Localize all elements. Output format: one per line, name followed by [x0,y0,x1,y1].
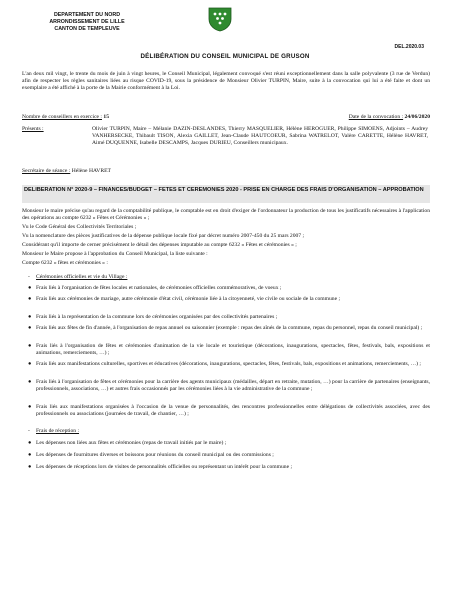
list-item: Frais liés aux cérémonies de mariage, autre cérémonie d'état civil, cérémonie liée à la citoyenneté, vie civile ou sociale de la commune ; [36,296,341,302]
list-item: Frais liés à la représentation de la commune lors de cérémonies organisées par des collectivités partenaires ; [36,314,278,320]
deliberation-reference: DEL.2020.03 [394,44,424,50]
members-label: Nombre de conseillers en exercice : [22,114,102,120]
members-count: 15 [103,114,109,120]
paragraph-compte: Compte 6232 « fêtes et cérémonies » : [22,260,108,266]
secretary-name: Hélène HAVRET [71,168,111,174]
header-line-arrondissement: ARRONDISSEMENT DE LILLE [49,19,125,25]
section1-label-text: Cérémonies officielles et vie du Village : [36,274,128,280]
list-item: Frais liés à l'organisation de fêtes et cérémonies pour la carrière des agents municipaux (médailles, départ en retraite, mutation, …) pour la carrière de partenaires (enseignants, professionnels, associations, …) et autres frais occasionnés par les cérémonies liées à la vie administrative de la commune ; [36,379,430,393]
convocation-label: Date de la convocation : [348,114,404,120]
list-item: Les dépenses de fournitures diverses et boissons pour réunions du conseil municipal ou des commissions ; [36,452,274,458]
intro-paragraph: L'an deux mil vingt, le trente du mois de juin à vingt heures, le Conseil Municipal, légalement convoqué s'est réuni exceptionnellement dans la salle polyvalente (3 rue de Verdun) afin de respecter les règles sanitaires liées au risque COVID-19, sous la présidence de Monsieur Olivier TURPIN, Maire, suite à la convocation qui lui a été faite et dont un exemplaire a été affiché à la porte de la Mairie conformément à la Loi. [22,71,430,92]
section2-label [36,428,430,435]
bullet-icon: ● [28,314,32,320]
paragraph-cgct: Vu le Code Général des Collectivités Territoriales ; [22,224,137,230]
members-row [22,114,430,121]
header-line-canton: CANTON DE TEMPLEUVE [54,26,120,32]
secretary-row [22,168,430,175]
page-title: DÉLIBÉRATION DU CONSEIL MUNICIPAL DE GRUSON [140,53,310,60]
municipal-crest-icon [206,6,234,32]
bullet-icon: ● [28,440,32,446]
bullet-icon: ● [28,285,32,291]
paragraph-proposition: Monsieur le Maire propose à l'approbation du Conseil Municipal, la liste suivante : [22,251,208,257]
list-item: Les dépenses de réceptions lors de visites de personnalités officielles ou représentant un intérêt pour la commune ; [36,464,293,470]
section1-label [36,274,430,281]
convocation-block [349,114,430,121]
convocation-date: 24/06/2020 [404,114,430,120]
list-item: Les dépenses non liées aux fêtes et cérémonies (repas de travail initiés par le maire) ; [36,440,227,446]
bullet-icon: ● [28,404,32,410]
paragraph-comptabilite: Monsieur le maire précise qu'au regard de la comptabilité publique, le comptable est en droit d'exiger de l'ordonnateur la production de tous les justificatifs nécessaires à l'application des opérations au compte 6232 « Fêtes et Cérémonies » ; [22,208,430,222]
section2-label-text: Frais de réception : [36,428,80,434]
list-item: Frais liés à l'organisation de fêtes locales et nationales, de cérémonies officielles commémoratives, de voeux ; [36,285,282,291]
list-item: Frais liés aux manifestations organisées à l'occasion de la venue de personnalités, des rencontres professionnelles entre délégations de collectivités associées, avec des professionnels ou associations (journées de travail, de chantier, …) ; [36,404,430,418]
present-list: Olivier TURPIN, Maire – Mélanie DAZIN-DESLANDES, Thierry MASQUELIER, Hélène HEROGUER, Philippe SIMOENS, Adjoints – Audrey VANHERSECKE, Thibault TISON, Alexia GAILLET, Jean-Claude HAUTCOEUR, Sabrina WATRELOT, Valère CARETTE, Hélène HAVRET, Aimé DUQUENNE, Isabelle DESCAMPS, Jacques DURIEU, Conseillers municipaux. [92,126,428,147]
list-item: Frais liés à l'organisation de fêtes et cérémonies d'animation de la vie locale et touristique (décorations, inaugurations, spectacles, fêtes, festivals, bals, expositions et animations, remerciements, …) ; [36,343,430,357]
bullet-icon: ● [28,343,32,349]
deliberation-heading: DELIBERATION N° 2020-9 – FINANCES/BUDGET – FETES ET CEREMONIES 2020 - PRISE EN CHARGE DES FRAIS D'ORGANISATION – APPROBATION [24,187,424,193]
department-header [22,12,152,33]
bullet-icon: ● [28,452,32,458]
paragraph-nomenclature: Vu la nomenclature des pièces justificatives de la dépense publique locale fixé par décret numéro 2007-450 du 25 mars 2007 ; [22,233,305,239]
bullet-icon: ● [28,296,32,302]
list-item: Frais liés aux manifestations culturelles, sportives et éducatives (décorations, inaugurations, spectacles, fêtes, festivals, bals, expositions et animations, remerciements, …) ; [36,361,421,367]
list-item: Frais liés aux fêtes de fin d'année, à l'organisation de repas annuel ou saisonnier (exemple : repas des aînés de la commune, repas du personnel, repas du conseil municipal) ; [36,325,423,331]
paragraph-considerant: Considérant qu'il importe de cerner précisément le détail des dépenses imputable au compte 6232 « Fêtes et cérémonies » ; [22,242,297,248]
section1-dash: - [28,274,30,280]
bullet-icon: ● [28,361,32,367]
bullet-icon: ● [28,379,32,385]
secretary-label: Secrétaire de séance : [22,168,71,174]
present-label-text: Présents : [22,126,44,132]
bullet-icon: ● [28,464,32,470]
bullet-icon: ● [28,325,32,331]
section2-dash: - [28,428,30,434]
header-line-department: DEPARTEMENT DU NORD [53,12,121,18]
